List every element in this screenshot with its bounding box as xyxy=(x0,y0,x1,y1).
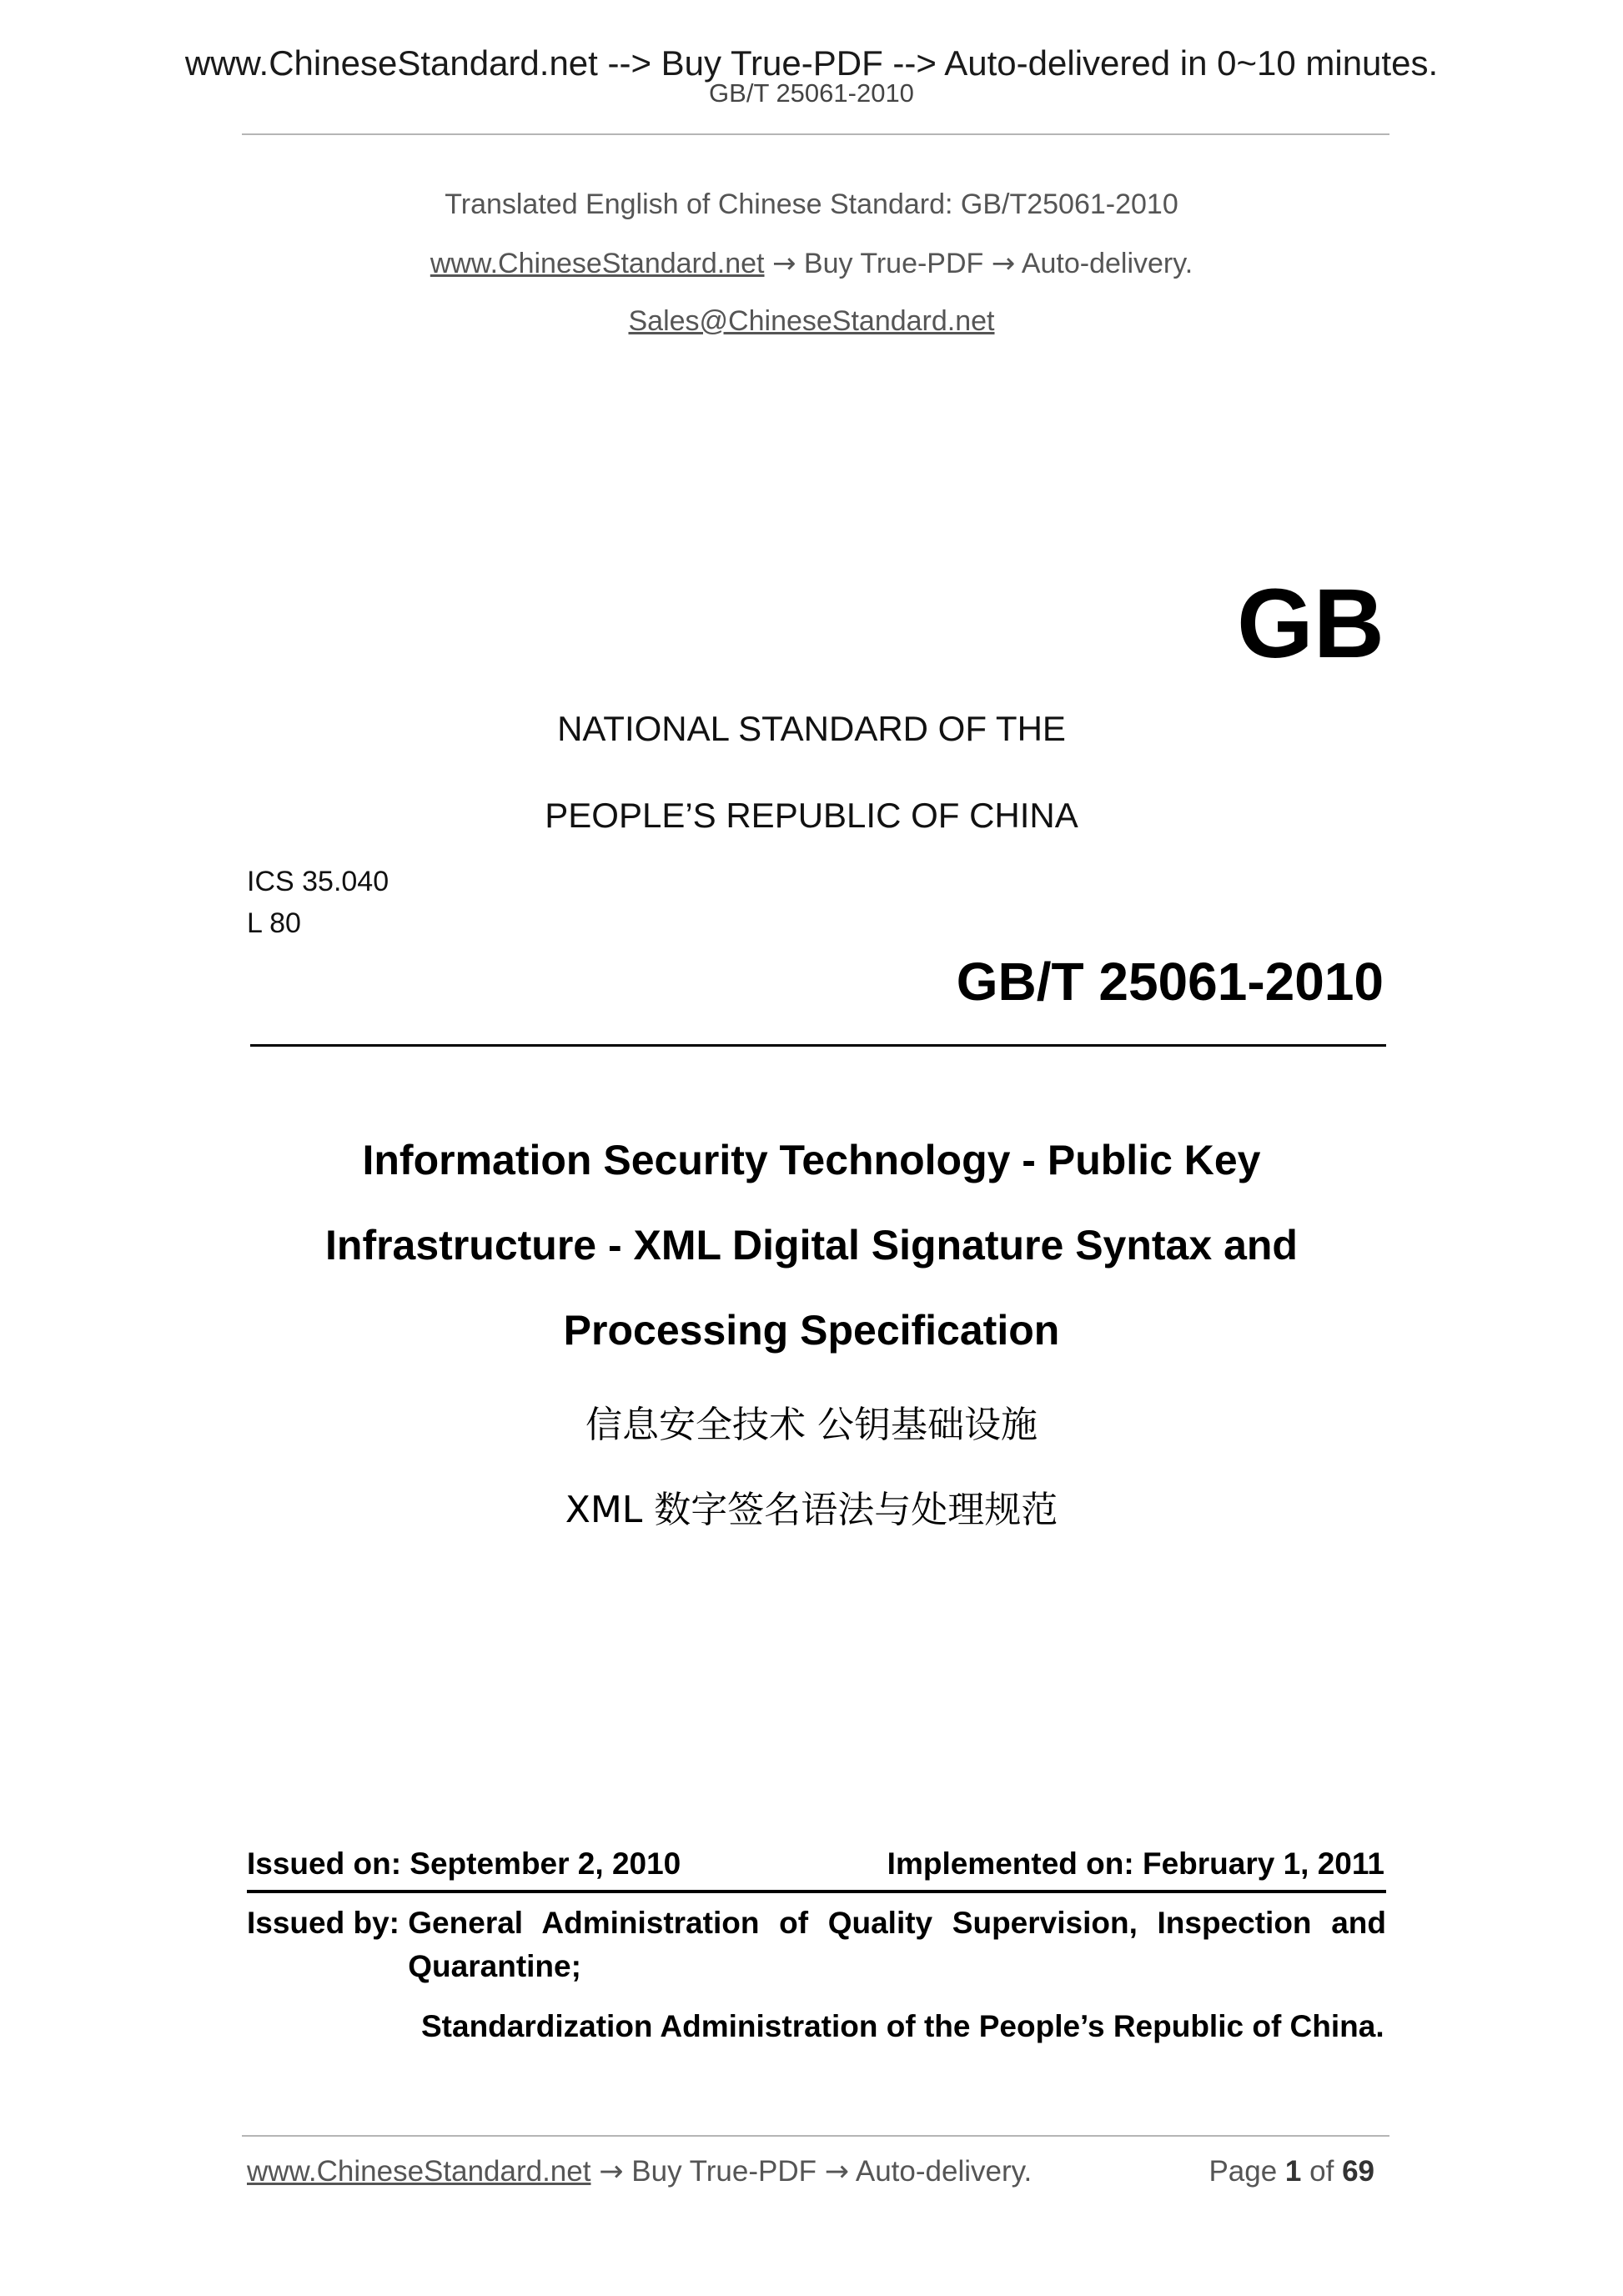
translated-line: Translated English of Chinese Standard: GB/T25061-2010 xyxy=(445,188,1178,220)
header-divider xyxy=(242,133,1389,135)
footer-delivery-line xyxy=(247,2155,1032,2188)
watermark-banner: www.ChineseStandard.net --> Buy True-PDF --> Auto-delivered in 0~10 minutes. xyxy=(184,43,1439,83)
page-indicator xyxy=(1208,2155,1374,2188)
issued-by-row xyxy=(247,1902,1386,1988)
national-standard-line1: NATIONAL STANDARD OF THE xyxy=(557,709,1066,748)
national-standard-line2: PEOPLE’S REPUBLIC OF CHINA xyxy=(545,796,1078,835)
arrow-right-icon: → xyxy=(824,2155,850,2188)
page-total: 69 xyxy=(1342,2155,1374,2188)
page-of-label: of xyxy=(1309,2155,1334,2188)
arrow-right-icon: → xyxy=(771,247,796,280)
issuing-org-2: Standardization Administration of the People’s Republic of China. xyxy=(421,2009,1384,2043)
issued-by-label: Issued by: xyxy=(247,1906,399,1940)
page-current: 1 xyxy=(1284,2155,1302,2188)
arrow-right-icon: → xyxy=(599,2155,624,2188)
title-line3: Processing Specification xyxy=(563,1307,1060,1354)
auto-delivery-text: Auto-delivery. xyxy=(1021,248,1193,279)
implemented-on-date: Implemented on: February 1, 2011 xyxy=(887,1846,1384,1881)
header-doc-number: GB/T 25061-2010 xyxy=(709,78,914,108)
page-label: Page xyxy=(1208,2155,1278,2188)
title-line1: Information Security Technology - Public Key xyxy=(362,1137,1261,1183)
sales-email-link[interactable]: Sales@ChineseStandard.net xyxy=(628,305,995,337)
chinese-title-line1: 信息安全技术 公钥基础设施 xyxy=(585,1404,1038,1446)
issuing-org-1: General Administration of Quality Supervision, Inspection and Quarantine; xyxy=(408,1906,1386,1983)
footer-buy-true-pdf-text: Buy True-PDF xyxy=(631,2155,817,2188)
footer-divider xyxy=(242,2135,1389,2137)
chinese-title-line2: XML 数字签名语法与处理规范 xyxy=(565,1489,1058,1531)
gb-logo: GB xyxy=(1237,569,1384,679)
dates-divider xyxy=(247,1890,1386,1893)
arrow-right-icon: → xyxy=(991,247,1016,280)
email-line xyxy=(0,305,1623,338)
intro-delivery-line xyxy=(0,247,1623,280)
site-link[interactable]: www.ChineseStandard.net xyxy=(430,248,765,279)
standard-number: GB/T 25061-2010 xyxy=(956,952,1384,1012)
ics-code: ICS 35.040 xyxy=(247,866,389,897)
classification-code: L 80 xyxy=(247,907,301,939)
issued-by-block xyxy=(247,1902,1386,2048)
buy-true-pdf-text: Buy True-PDF xyxy=(803,248,984,279)
footer-site-link[interactable]: www.ChineseStandard.net xyxy=(247,2155,591,2188)
title-line2: Infrastructure - XML Digital Signature Syntax and xyxy=(325,1222,1298,1269)
title-divider xyxy=(250,1044,1386,1047)
issued-on-date: Issued on: September 2, 2010 xyxy=(247,1846,681,1881)
footer-auto-delivery-text: Auto-delivery. xyxy=(855,2155,1033,2188)
